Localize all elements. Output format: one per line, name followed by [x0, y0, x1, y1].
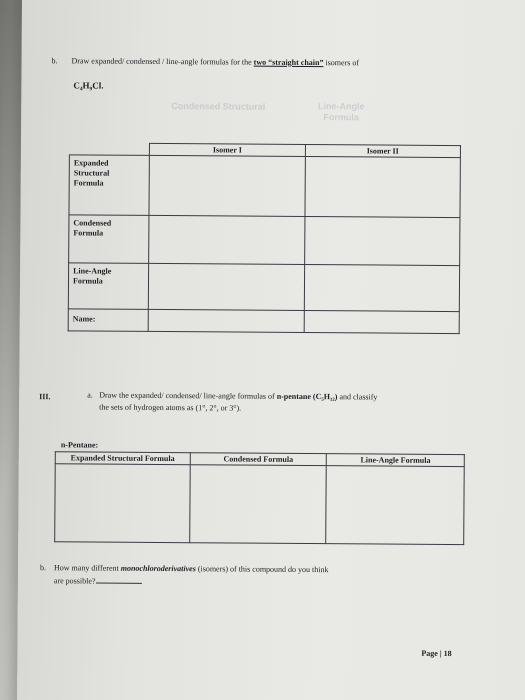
row-label-name-text: Name: [72, 314, 96, 324]
question-b2-line-2 [54, 574, 142, 587]
answer-cell-condensed-isomer-2[interactable] [304, 216, 460, 265]
worksheet-page [17, 0, 525, 700]
header-line-angle: Line-Angle Formula [327, 454, 465, 467]
answer-cell-pentane-condensed[interactable] [189, 465, 326, 544]
answer-cell-pentane-line-angle[interactable] [326, 466, 464, 545]
question-b2-emphasis: monochloroderivatives [120, 563, 196, 574]
question-b2-line-1 [54, 563, 329, 575]
answer-cell-name-isomer-2[interactable] [304, 310, 459, 333]
answer-cell-pentane-expanded[interactable] [55, 464, 190, 543]
answer-cell-expanded-isomer-2[interactable] [305, 156, 461, 217]
header-isomer-1: Isomer I [150, 143, 305, 156]
question-a-line-2: the sets of hydrogen atoms as (1°, 2°, or 3°). [99, 402, 242, 413]
row-label-condensed-line-2: Formula [73, 228, 104, 238]
row-label-line-angle-line-1: Line-Angle [73, 266, 112, 276]
header-condensed: Condensed Formula [190, 453, 327, 466]
page-number: Page | 18 [421, 648, 452, 659]
answer-cell-name-isomer-1[interactable] [148, 309, 303, 332]
answer-cell-condensed-isomer-1[interactable] [149, 215, 305, 264]
answer-cell-line-angle-isomer-2[interactable] [304, 264, 460, 311]
row-label-name [68, 309, 148, 332]
isomer-table-corner [69, 143, 149, 156]
question-b-number: b. [51, 56, 58, 66]
row-label-expanded [69, 155, 150, 216]
isomer-table [68, 142, 461, 334]
row-label-condensed-line-1: Condensed [73, 218, 112, 228]
question-b2-line-2-text: are possible? [53, 576, 96, 586]
row-label-condensed [69, 215, 150, 264]
row-label-expanded-line-2: Structural [73, 168, 110, 178]
question-b-emphasis: two “straight chain” [253, 57, 324, 68]
question-b2-line-1-start: How many different [53, 563, 121, 573]
question-a-line-1-end: and classify [337, 392, 378, 402]
question-b2-line-1-end: (isomers) of this compound do you think [195, 564, 329, 575]
header-isomer-2: Isomer II [305, 144, 460, 157]
answer-blank[interactable] [95, 575, 141, 584]
row-label-expanded-line-3: Formula [73, 178, 104, 188]
question-a-line-1 [99, 391, 377, 403]
section-numeral-III: III. [39, 392, 51, 402]
row-label-expanded-line-1: Expanded [73, 158, 109, 168]
bleed-through-text-left: Condensed Structural [171, 101, 266, 112]
header-expanded-structural: Expanded Structural Formula [55, 452, 190, 465]
question-a-line-1-start: Draw the expanded/ condensed/ line-angle formulas of [99, 390, 277, 401]
pentane-caption: n-Pentane: [60, 440, 99, 450]
question-b-prompt-start: Draw expanded/ condensed / line-angle formulas for the [71, 56, 254, 67]
question-b-prompt-end: isomers of [323, 58, 360, 68]
question-a-letter: a. [87, 390, 93, 400]
answer-cell-expanded-isomer-1[interactable] [149, 155, 305, 216]
bleed-through-text-right: Line-Angle Formula [317, 101, 365, 123]
question-a-emphasis: n-pentane (C₅H₁₂) [276, 391, 338, 402]
answer-cell-line-angle-isomer-1[interactable] [149, 263, 305, 310]
row-label-line-angle-line-2: Formula [72, 276, 103, 286]
row-label-line-angle [68, 263, 149, 310]
question-b2-letter: b. [39, 563, 47, 573]
question-b-prompt [72, 56, 360, 68]
molecular-formula: C₄H₉Cl. [73, 80, 104, 91]
pentane-table [54, 451, 465, 545]
